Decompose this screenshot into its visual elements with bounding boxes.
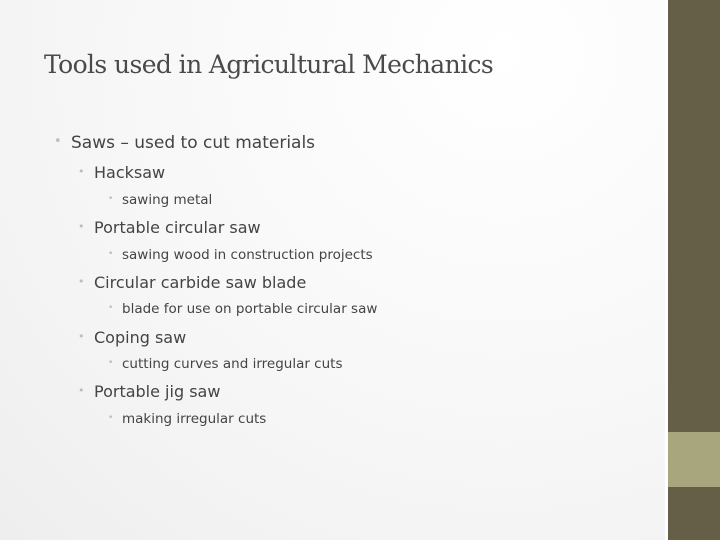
- bullet-text: Coping saw: [94, 328, 187, 347]
- bullet-dot-icon: •: [108, 358, 114, 368]
- bullet-text: Circular carbide saw blade: [94, 273, 307, 292]
- bullet-text: Portable circular saw: [94, 218, 261, 237]
- bullet-level3-hacksaw-detail: [108, 192, 212, 208]
- bullet-text: sawing wood in construction projects: [122, 247, 373, 263]
- bullet-level2-carbide-blade: [78, 273, 306, 292]
- bullet-dot-icon: •: [108, 249, 114, 259]
- bullet-dot-icon: •: [78, 384, 85, 397]
- bullet-level3-carbide-blade-detail: [108, 301, 377, 317]
- sidebar-accent-block: [668, 432, 720, 487]
- bullet-level2-coping-saw: [78, 328, 186, 347]
- bullet-dot-icon: •: [78, 220, 85, 233]
- bullet-dot-icon: •: [54, 134, 62, 149]
- bullet-level2-portable-circular-saw: [78, 218, 261, 237]
- bullet-text: Portable jig saw: [94, 382, 221, 401]
- bullet-text: Hacksaw: [94, 163, 166, 182]
- bullet-dot-icon: •: [108, 303, 114, 313]
- bullet-dot-icon: •: [108, 413, 114, 423]
- bullet-text: making irregular cuts: [122, 411, 267, 427]
- bullet-dot-icon: •: [78, 275, 85, 288]
- bullet-text: blade for use on portable circular saw: [122, 301, 378, 317]
- slide-title: Tools used in Agricultural Mechanics: [44, 50, 494, 79]
- bullet-dot-icon: •: [78, 165, 85, 178]
- bullet-dot-icon: •: [108, 194, 114, 204]
- bullet-level2-jig-saw: [78, 382, 220, 401]
- bullet-dot-icon: •: [78, 330, 85, 343]
- bullet-text: sawing metal: [122, 192, 213, 208]
- bullet-text: cutting curves and irregular cuts: [122, 356, 343, 372]
- bullet-level3-portable-circular-saw-detail: [108, 247, 373, 263]
- bullet-level3-jig-saw-detail: [108, 411, 266, 427]
- bullet-level1-saws: [54, 133, 315, 153]
- bullet-level2-hacksaw: [78, 163, 165, 182]
- bullet-text: Saws – used to cut materials: [71, 133, 316, 153]
- bullet-level3-coping-saw-detail: [108, 356, 343, 372]
